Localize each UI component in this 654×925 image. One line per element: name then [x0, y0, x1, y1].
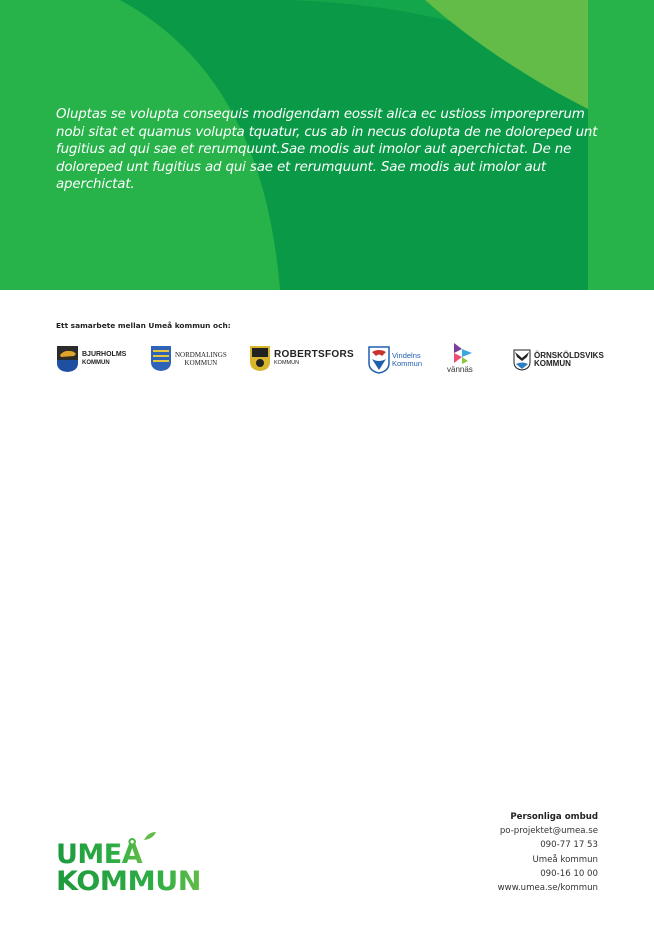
contact-website[interactable]: www.umea.se/kommun: [497, 883, 598, 894]
partner-logo-vannas: [447, 341, 473, 374]
partner-logo-vindeln: [368, 346, 422, 374]
contact-phone-2: 090-16 10 00: [540, 868, 598, 879]
ornskoldsvik-kommun: KOMMUN: [534, 359, 571, 368]
robertsfors-name: ROBERTSFORS: [274, 348, 354, 360]
hero-paragraph: Oluptas se volupta consequis modigendam eossit alica ec ustioss imporeprerum nobi sitat et quamus volupta tquatur, cus ab in necus dolupta de ne doloreped unt fugitius ad qui sae et rerumquunt.Sae modis aut imolor aut aperchictat. De ne doloreped unt fugitius ad qui sae et rerumquunt. Sae modis aut imolor aut aperchictat.: [56, 107, 598, 192]
nordmaling-name: NORDMALINGS: [175, 350, 227, 359]
vannas-name: vännäs: [447, 365, 473, 374]
hero-banner: [0, 0, 654, 290]
umea-kommun-logo: [56, 832, 206, 899]
partner-logo-bjurholm: [56, 345, 126, 373]
robertsfors-kommun: KOMMUN: [274, 359, 300, 366]
bjurholm-name: BJURHOLMS: [82, 351, 127, 358]
vindeln-crest-icon: [368, 346, 390, 374]
umea-kommun-logo-svg: [56, 832, 206, 894]
contact-email[interactable]: po-projektet@umea.se: [499, 826, 598, 837]
vindeln-name: Vindelns: [392, 351, 421, 360]
vannas-triangles-icon: [448, 341, 472, 365]
nordmaling-crest-icon: [150, 345, 172, 372]
contact-org: Umeå kommun: [532, 854, 598, 865]
ornskoldsvik-crest-icon: [513, 349, 531, 371]
logo-line-2: KOMMUN: [56, 866, 201, 894]
ornskoldsvik-name: ÖRNSKÖLDSVIKS: [534, 351, 604, 360]
partner-logo-ornskoldsvik: [513, 349, 604, 371]
contact-block: [498, 810, 598, 895]
robertsfors-crest-icon: [249, 345, 271, 372]
vindeln-kommun: Kommun: [392, 359, 423, 368]
partner-logo-nordmaling: [150, 345, 227, 372]
contact-title: Personliga ombud: [510, 812, 598, 822]
collaboration-label: Ett samarbete mellan Umeå kommun och:: [56, 321, 231, 330]
partner-logo-robertsfors: [249, 345, 354, 372]
partner-logos: [0, 340, 654, 380]
bjurholm-crest-icon: [56, 345, 79, 373]
leaf-icon: [144, 832, 156, 840]
contact-phone-1: 090-77 17 53: [540, 840, 598, 851]
logo-line-1: UMEÅ: [56, 839, 143, 870]
nordmaling-kommun: KOMMUN: [184, 358, 218, 367]
bjurholm-kommun: KOMMUN: [82, 360, 110, 366]
